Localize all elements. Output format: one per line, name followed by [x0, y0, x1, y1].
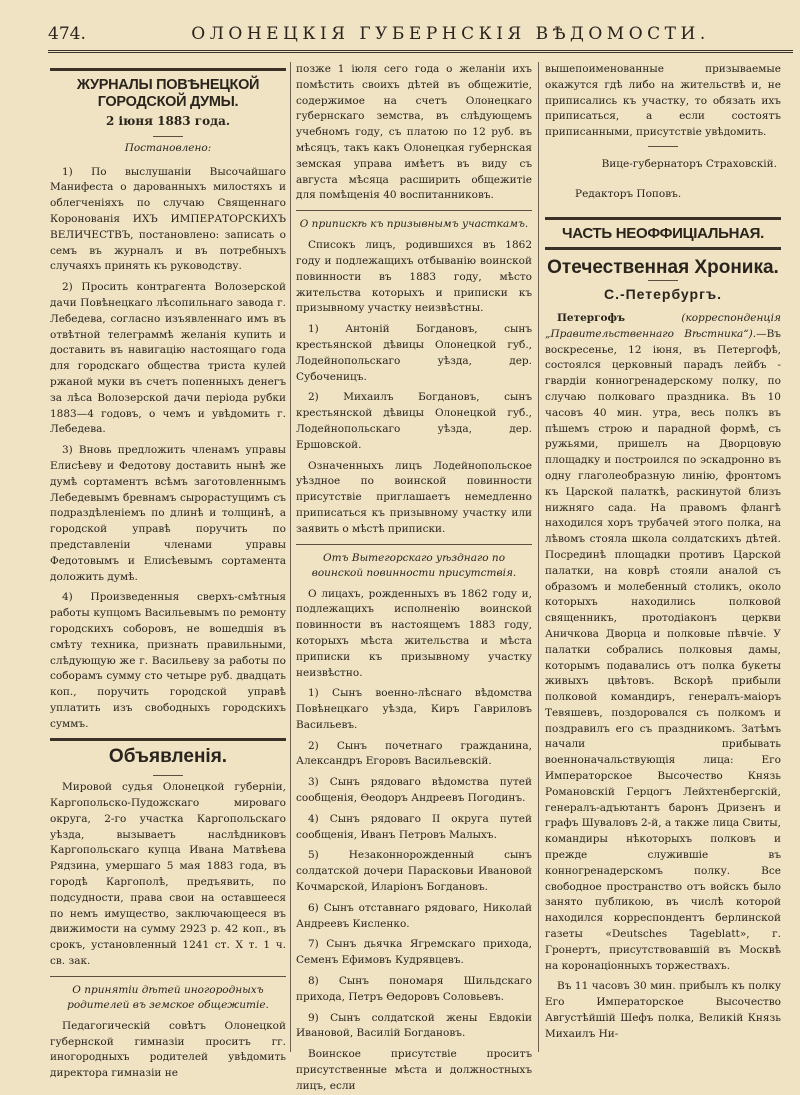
- column-divider: [290, 62, 291, 1052]
- duma-item: 3) Вновь предложить членамъ управы Елисѣеву и Федотову доставить нынѣ же думѣ сортаментъ всѣмъ заготовленнымъ Лебедевымъ бревнамъ сырорастущимъ съ подраздѣленіемъ по длинѣ и толщинѣ, а городской управѣ поручить по представленіи членами управы Федотовымъ и Елисѣевымъ сортамента доложить думѣ.: [50, 444, 286, 583]
- rule: [153, 775, 183, 776]
- column-divider: [538, 62, 539, 1052]
- rule: [545, 217, 781, 220]
- peterhof-article: [545, 311, 781, 974]
- duma-journal-title: ЖУРНАЛЫ ПОВѢНЕЦКОЙ ГОРОДСКОЙ ДУМЫ.: [76, 77, 260, 110]
- rule: [296, 544, 532, 545]
- vytegra-text: вышепоименованные призываемые окажутся гдѣ либо на жительствѣ и, не приписались къ участку, то обязать ихъ приписаться, а если состоятъ приписанными, присутствіе увѣдомить.: [545, 63, 781, 139]
- recruits-outro: Означенныхъ лицъ Лодейнопольское уѣздное по воинской повинности присутствіе приглашаетъ немедленно приписаться къ призывному участку или заявить о мѣстѣ приписки.: [296, 459, 532, 535]
- vytegra-heading: Отъ Вытегорскаго уѣзднаго по воинской повинности присутствія.: [311, 551, 517, 579]
- journal-title: ОЛОНЕЦКІЯ ГУБЕРНСКІЯ ВѢДОМОСТИ.: [191, 24, 710, 44]
- duma-item: 1) По выслушаніи Высочайшаго Манифеста о дарованныхъ милостяхъ и облегченіяхъ по случаю Священнаго Коронованія ИХЪ ИМПЕРАТОРСКИХЪ ВЕЛИЧЕСТВЪ, постановлено: записать о семъ въ журналъ и въ потребныхъ случаяхъ принять къ руководству.: [50, 165, 286, 273]
- vytegra-item: 1) Сынъ военно-лѣснаго вѣдомства Повѣнецкаго уѣзда, Киръ Гавриловъ Васильевъ.: [296, 687, 532, 731]
- announcement-text: Педагогическій совѣтъ Олонецкой губернской гимназіи проситъ гг. иногородныхъ родителей увѣдомить директора гимназіи не: [50, 1019, 286, 1080]
- vytegra-item: 4) Сынъ рядоваго II округа путей сообщенія, Иванъ Петровъ Малыхъ.: [296, 812, 532, 841]
- rule: [50, 738, 286, 741]
- announcement-heading: О принятіи дѣтей иногородныхъ родителей въ земское общежитіе.: [67, 983, 269, 1011]
- resolved-heading: Постановлено:: [124, 141, 212, 154]
- peterhof-text: —Въ воскресенье, 12 іюня, въ Петергофѣ, состоялся церковный парадъ лейбъ - гвардіи конногренадерскому полку, по случаю полковаго праздника. Въ 10 часовъ 40 мин. утра, весь полкъ въ пѣшемъ строю и парадной формѣ, съ ружьями, пришелъ на Дворцовую площадку и построился по эскадронно въ одну глаголеобразную линію, фронтомъ къ Царской палаткѣ, раскинутой близъ нижняго сада. На правомъ флангѣ находился хоръ трубачей этого полка, на лѣвомъ стояла школа солдатскихъ дѣтей. Посрединѣ площадки противъ Царской палатки, на коврѣ стояли аналой съ образомъ и молебенный столикъ, около которыхъ находились полковой священникъ, протодіаконъ церкви Аничкова Дворца и полковые пѣвчіе. У палатки собрались полковыя дамы, которымъ подавались отъ полка букеты живыхъ цвѣтовъ. Вскорѣ прибыли полковой командиръ, генералъ-маіоръ Тевяшевъ, поздоровался съ полкомъ и поздравилъ его съ праздникомъ. Затѣмъ начали прибывать военноначальствующія лица: Его Императорское Высочество Князь Романовскій Герцогъ Лейхтенбергскій, генералъ-адъютантъ баронъ Дризенъ и графъ Шуваловъ 2-й, а также лица Свиты, командиры нѣкоторыхъ полковъ и прежде служившіе въ конногренадерскомъ полку. Все свободное пространство отъ войскъ было занято публикою, въ числѣ которой находился корреспондентъ берлинской газеты «Deutsches Tageblatt», г. Гронертъ, присутствовавшій въ Москвѣ на коронаціонныхъ торжествахъ.: [545, 327, 781, 972]
- rule: [648, 146, 678, 147]
- recruits-intro: Списокъ лицъ, родившихся въ 1862 году и подлежащихъ отбыванію воинской повинности въ 1883 году, мѣсто жительства которыхъ и приписки къ призывному участку неизвѣстны.: [296, 239, 532, 315]
- announcement-text: позже 1 іюля сего года о желаніи ихъ помѣстить своихъ дѣтей въ общежитіе, содержимое на счетъ Олонецкаго губернскаго земства, въ слѣдующемъ учебномъ году, съ платою по 12 руб. въ мѣсяцъ, такъ какъ Олонецкая губернская земская управа имѣетъ въ виду съ августа мѣсяца расширить общежитіе для помѣщенія 40 воспитанниковъ.: [296, 63, 532, 202]
- vice-governor-signature: Вице-губернаторъ Страховскій.: [601, 157, 777, 170]
- vytegra-intro: О лицахъ, рожденныхъ въ 1862 году и, подлежащихъ исполненію воинской повинности въ настоящемъ 1883 году, которыхъ мѣста жительства и мѣста приписки къ призывному участку неизвѣстно.: [296, 587, 532, 679]
- vytegra-outro: Воинское присутствіе проситъ присутственные мѣста и должностныхъ лицъ, если: [296, 1048, 532, 1092]
- announcement-text: Мировой судья Олонецкой губерніи, Каргопольско-Пудожскаго мироваго округа, 2-го участка Каргопольскаго уѣзда, вызываетъ наслѣдниковъ Каргопольскаго купца Ивана Матвѣева Рядзина, умершаго 5 мая 1883 года, въ городѣ Каргополѣ, предъявить, по подсудности, права свои на оставшееся по немъ имущество, заключающееся въ движимости на сумму 2923 р. 42 коп., въ срокъ, установленный 1241 ст. X т. 1 ч. св. зак.: [50, 781, 286, 968]
- vytegra-item: 5) Незаконнорожденный сынъ солдатской дочери Парасковьи Ивановой Кочмарской, Иларіонъ Богдановъ.: [296, 849, 532, 894]
- chronicle-title: Отечественная Хроника.: [547, 257, 779, 279]
- rule: [296, 210, 532, 211]
- recruit-item: 1) Антоній Богдановъ, сынъ крестьянской дѣвицы Олонецкой губ., Лодейнопольскаго уѣзда, дер. Субоченицъ.: [296, 323, 532, 383]
- column-1: [50, 62, 286, 1080]
- recruit-item: 2) Михаилъ Богдановъ, сынъ крестьянской дѣвицы Олонецкой губ., Лодейнопольскаго уѣзда, дер. Ершовской.: [296, 391, 532, 451]
- peterhof-text-2: Въ 11 часовъ 30 мин. прибылъ къ полку Его Императорское Высочество Августѣйшій Шефъ полка, Великій Князь Михаилъ Ни-: [545, 980, 781, 1040]
- vytegra-item: 7) Сынъ дьячка Ягремскаго прихода, Семенъ Ефимовъ Кудрявцевъ.: [296, 938, 532, 967]
- page-header: [48, 18, 793, 53]
- column-3: [545, 62, 781, 1055]
- vytegra-item: 6) Сынъ отставнаго рядоваго, Николай Андреевъ Кисленко.: [296, 901, 532, 930]
- vytegra-item: 2) Сынъ почетнаго гражданина, Александръ Егоровъ Васильевскій.: [296, 739, 532, 768]
- vytegra-item: 9) Сынъ солдатской жены Евдокіи Ивановой, Василій Богдановъ.: [296, 1011, 532, 1040]
- duma-item: 2) Просить контрагента Волозерской дачи Повѣнецкаго лѣсопильнаго завода г. Лебедева, согласно изъявленнаго имъ въ отвѣтной телеграммѣ желанія купить и доставить въ навигацію настоящаго года для городскаго общества триста кулей ржаной муки въ счетъ попенныхъ денегъ за лѣса Волозерской дачи періода рубки 1883—4 годовъ, о чемъ и увѣдомить г. Лебедева.: [50, 281, 286, 436]
- editor-signature: Редакторъ Поповъ.: [575, 187, 682, 200]
- duma-date: 2 іюня 1883 года.: [105, 114, 231, 128]
- peterhof-lead: Петергофъ: [557, 311, 626, 324]
- spb-title: С.-Петербургъ.: [603, 286, 723, 303]
- rule: [545, 247, 781, 250]
- page-number: 474.: [48, 24, 86, 44]
- vytegra-item: 3) Сынъ рядоваго вѣдомства путей сообщенія, Ѳеодоръ Андреевъ Погодинъ.: [296, 776, 532, 805]
- rule: [50, 976, 286, 977]
- rule: [648, 280, 678, 281]
- duma-item: 4) Произведенныя сверхъ-смѣтныя работы купцомъ Васильевымъ по ремонту городскихъ соборовъ, не вошедшія въ смѣту техника, признать правильными, слѣдующую же г. Васильеву за работы по соборамъ сумму сто четыре руб. двадцать коп., поручить городской управѣ уплатить изъ свободныхъ городскихъ суммъ.: [50, 591, 286, 730]
- vytegra-item: 8) Сынъ пономаря Шильдскаго прихода, Петръ Ѳедоровъ Соловьевъ.: [296, 975, 532, 1003]
- rule: [50, 68, 286, 71]
- rule: [153, 136, 183, 137]
- unofficial-section-title: ЧАСТЬ НЕОФФИЦІАЛЬНАЯ.: [561, 224, 765, 242]
- announcements-title: Объявленія.: [108, 746, 228, 768]
- recruits-heading: О припискѣ къ призывнымъ участкамъ.: [299, 218, 529, 231]
- column-2: [296, 62, 532, 1092]
- peterhof-source: (корреспонденція „Правительственнаго Вѣстника“).: [545, 311, 781, 340]
